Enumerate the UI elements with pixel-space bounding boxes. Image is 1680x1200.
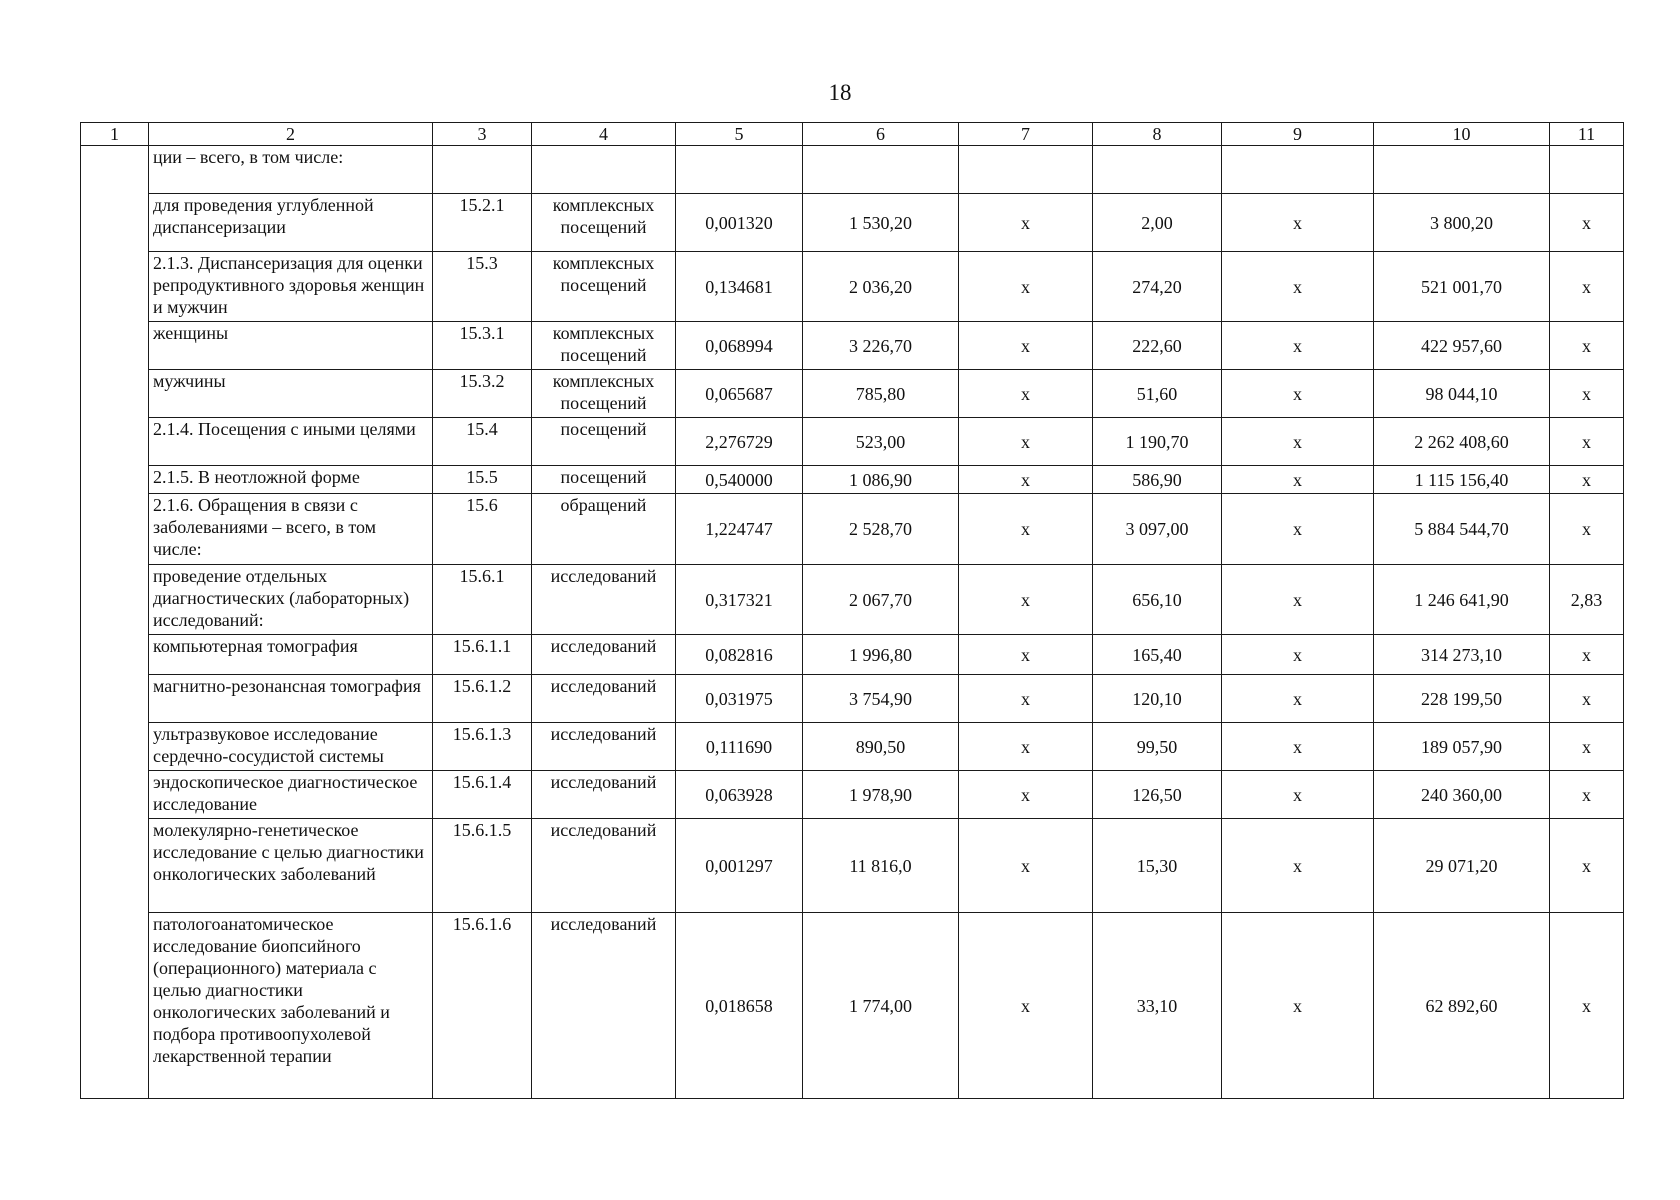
cell-col8: 222,60 [1093,322,1222,370]
cell-unit: исследований [532,771,676,819]
cell-col6: 3 754,90 [803,675,959,723]
cell-code: 15.3 [433,252,532,322]
cell-col5: 0,111690 [676,723,803,771]
cell-col9: х [1222,494,1374,565]
cell-unit: посещений [532,418,676,466]
cell-col7: х [959,675,1093,723]
table-row [81,322,1624,370]
cell-col9 [1222,146,1374,194]
cell-col10 [1374,146,1550,194]
cell-col11: х [1550,252,1624,322]
cell-col6: 1 774,00 [803,913,959,1099]
cell-unit: обращений [532,494,676,565]
cell-col7: х [959,635,1093,675]
cell-col5: 0,065687 [676,370,803,418]
cell-col10: 1 115 156,40 [1374,466,1550,494]
cell-code: 15.3.2 [433,370,532,418]
cell-unit: комплексных посещений [532,194,676,252]
cell-code: 15.6.1.1 [433,635,532,675]
cell-col5: 0,063928 [676,771,803,819]
cell-col10: 521 001,70 [1374,252,1550,322]
cell-col9: х [1222,252,1374,322]
cell-col9: х [1222,466,1374,494]
table-row [81,370,1624,418]
column-header: 8 [1093,123,1222,146]
cell-name: ультразвуковое исследование сердечно-сосудистой системы [149,723,433,771]
cell-col6: 785,80 [803,370,959,418]
cell-col5: 1,224747 [676,494,803,565]
column-header: 10 [1374,123,1550,146]
cell-col7: х [959,370,1093,418]
cell-name: проведение отдельных диагностических (лабораторных) исследований: [149,565,433,635]
cell-col5 [676,146,803,194]
cell-name: патологоанатомическое исследование биопсийного (операционного) материала с целью диагностики онкологических заболеваний и подбора противоопухолевой лекарственной терапии [149,913,433,1099]
cell-unit: посещений [532,466,676,494]
cell-col11: х [1550,418,1624,466]
cell-unit: комплексных посещений [532,252,676,322]
cell-col5: 0,068994 [676,322,803,370]
cell-code: 15.6.1 [433,565,532,635]
cell-col11: х [1550,635,1624,675]
data-table [80,122,1624,1099]
cell-code: 15.2.1 [433,194,532,252]
cell-name: для проведения углубленной диспансеризации [149,194,433,252]
cell-col10: 228 199,50 [1374,675,1550,723]
cell-col5: 0,001320 [676,194,803,252]
cell-unit: исследований [532,819,676,913]
cell-col10: 5 884 544,70 [1374,494,1550,565]
table-row [81,565,1624,635]
cell-col10: 29 071,20 [1374,819,1550,913]
cell-unit: исследований [532,565,676,635]
cell-col6 [803,146,959,194]
cell-col10: 189 057,90 [1374,723,1550,771]
cell-col8: 165,40 [1093,635,1222,675]
cell-col11: х [1550,194,1624,252]
table-row [81,675,1624,723]
cell-col6: 523,00 [803,418,959,466]
cell-col8: 586,90 [1093,466,1222,494]
cell-code: 15.3.1 [433,322,532,370]
cell-col6: 11 816,0 [803,819,959,913]
table-row [81,723,1624,771]
cell-col6: 2 036,20 [803,252,959,322]
table-row [81,771,1624,819]
cell-col9: х [1222,370,1374,418]
cell-col6: 1 978,90 [803,771,959,819]
cell-col8 [1093,146,1222,194]
cell-col7: х [959,194,1093,252]
cell-code: 15.6.1.6 [433,913,532,1099]
cell-col5: 0,018658 [676,913,803,1099]
cell-col6: 1 530,20 [803,194,959,252]
cell-unit [532,146,676,194]
cell-unit: исследований [532,723,676,771]
cell-col8: 1 190,70 [1093,418,1222,466]
cell-col7: х [959,252,1093,322]
cell-col9: х [1222,194,1374,252]
cell-col10: 62 892,60 [1374,913,1550,1099]
cell-col8: 15,30 [1093,819,1222,913]
cell-col11: х [1550,771,1624,819]
cell-col9: х [1222,819,1374,913]
header-row [81,123,1624,146]
cell-col10: 2 262 408,60 [1374,418,1550,466]
cell-col5: 0,540000 [676,466,803,494]
table-row [81,635,1624,675]
column-header: 3 [433,123,532,146]
cell-col7: х [959,494,1093,565]
cell-col6: 2 067,70 [803,565,959,635]
cell-col6: 1 996,80 [803,635,959,675]
cell-unit: исследований [532,913,676,1099]
cell-col7: х [959,771,1093,819]
page-number: 18 [828,80,852,105]
cell-name: ции – всего, в том числе: [149,146,433,194]
cell-col10: 422 957,60 [1374,322,1550,370]
cell-col11: х [1550,819,1624,913]
cell-col11: х [1550,466,1624,494]
cell-col6: 890,50 [803,723,959,771]
cell-col9: х [1222,675,1374,723]
table-row [81,252,1624,322]
cell-col5: 0,317321 [676,565,803,635]
cell-col9: х [1222,322,1374,370]
cell-code: 15.6.1.4 [433,771,532,819]
cell-col7: х [959,418,1093,466]
cell-col6: 3 226,70 [803,322,959,370]
cell-col11: х [1550,723,1624,771]
cell-code: 15.6.1.2 [433,675,532,723]
cell-col6: 1 086,90 [803,466,959,494]
cell-col7: х [959,723,1093,771]
cell-col8: 51,60 [1093,370,1222,418]
table-row [81,194,1624,252]
cell-col6: 2 528,70 [803,494,959,565]
cell-col9: х [1222,771,1374,819]
cell-col11: х [1550,494,1624,565]
cell-unit: исследований [532,675,676,723]
table-row [81,146,1624,194]
cell-col10: 98 044,10 [1374,370,1550,418]
cell-name: 2.1.4. Посещения с иными целями [149,418,433,466]
cell-code: 15.5 [433,466,532,494]
cell-col9: х [1222,635,1374,675]
cell-name: магнитно-резонансная томография [149,675,433,723]
table-row [81,466,1624,494]
cell-col5: 0,001297 [676,819,803,913]
cell-col7: х [959,913,1093,1099]
cell-code: 15.6.1.5 [433,819,532,913]
cell-col7: х [959,565,1093,635]
cell-col10: 1 246 641,90 [1374,565,1550,635]
cell-unit: комплексных посещений [532,370,676,418]
cell-col5: 0,134681 [676,252,803,322]
cell-name: 2.1.5. В неотложной форме [149,466,433,494]
cell-code: 15.6 [433,494,532,565]
column-header: 5 [676,123,803,146]
cell-name: эндоскопическое диагностическое исследование [149,771,433,819]
cell-code [433,146,532,194]
cell-col11 [1550,146,1624,194]
cell-col8: 274,20 [1093,252,1222,322]
cell-name: 2.1.3. Диспансеризация для оценки репродуктивного здоровья женщин и мужчин [149,252,433,322]
cell-col9: х [1222,565,1374,635]
cell-col7 [959,146,1093,194]
cell-col7: х [959,322,1093,370]
cell-name: компьютерная томография [149,635,433,675]
cell-col11: х [1550,322,1624,370]
cell-name: 2.1.6. Обращения в связи с заболеваниями – всего, в том числе: [149,494,433,565]
cell-col10: 314 273,10 [1374,635,1550,675]
cell-col10: 240 360,00 [1374,771,1550,819]
cell-col8: 120,10 [1093,675,1222,723]
cell-col8: 126,50 [1093,771,1222,819]
table-row [81,819,1624,913]
column-header: 4 [532,123,676,146]
column-header: 6 [803,123,959,146]
column-header: 9 [1222,123,1374,146]
cell-col7: х [959,819,1093,913]
cell-col11: х [1550,675,1624,723]
cell-col10: 3 800,20 [1374,194,1550,252]
cell-col8: 99,50 [1093,723,1222,771]
cell-col1 [81,146,149,1099]
cell-name: женщины [149,322,433,370]
cell-code: 15.6.1.3 [433,723,532,771]
cell-code: 15.4 [433,418,532,466]
cell-name: мужчины [149,370,433,418]
cell-col8: 33,10 [1093,913,1222,1099]
column-header: 11 [1550,123,1624,146]
cell-unit: исследований [532,635,676,675]
table-row [81,494,1624,565]
column-header: 7 [959,123,1093,146]
column-header: 2 [149,123,433,146]
cell-col5: 2,276729 [676,418,803,466]
cell-col11: 2,83 [1550,565,1624,635]
cell-name: молекулярно-генетическое исследование с целью диагностики онкологических заболеваний [149,819,433,913]
cell-col8: 656,10 [1093,565,1222,635]
column-header: 1 [81,123,149,146]
cell-unit: комплексных посещений [532,322,676,370]
cell-col11: х [1550,370,1624,418]
table-row [81,418,1624,466]
cell-col5: 0,082816 [676,635,803,675]
cell-col9: х [1222,418,1374,466]
cell-col9: х [1222,723,1374,771]
cell-col9: х [1222,913,1374,1099]
cell-col11: х [1550,913,1624,1099]
cell-col7: х [959,466,1093,494]
cell-col8: 3 097,00 [1093,494,1222,565]
cell-col5: 0,031975 [676,675,803,723]
cell-col8: 2,00 [1093,194,1222,252]
table-row [81,913,1624,1099]
